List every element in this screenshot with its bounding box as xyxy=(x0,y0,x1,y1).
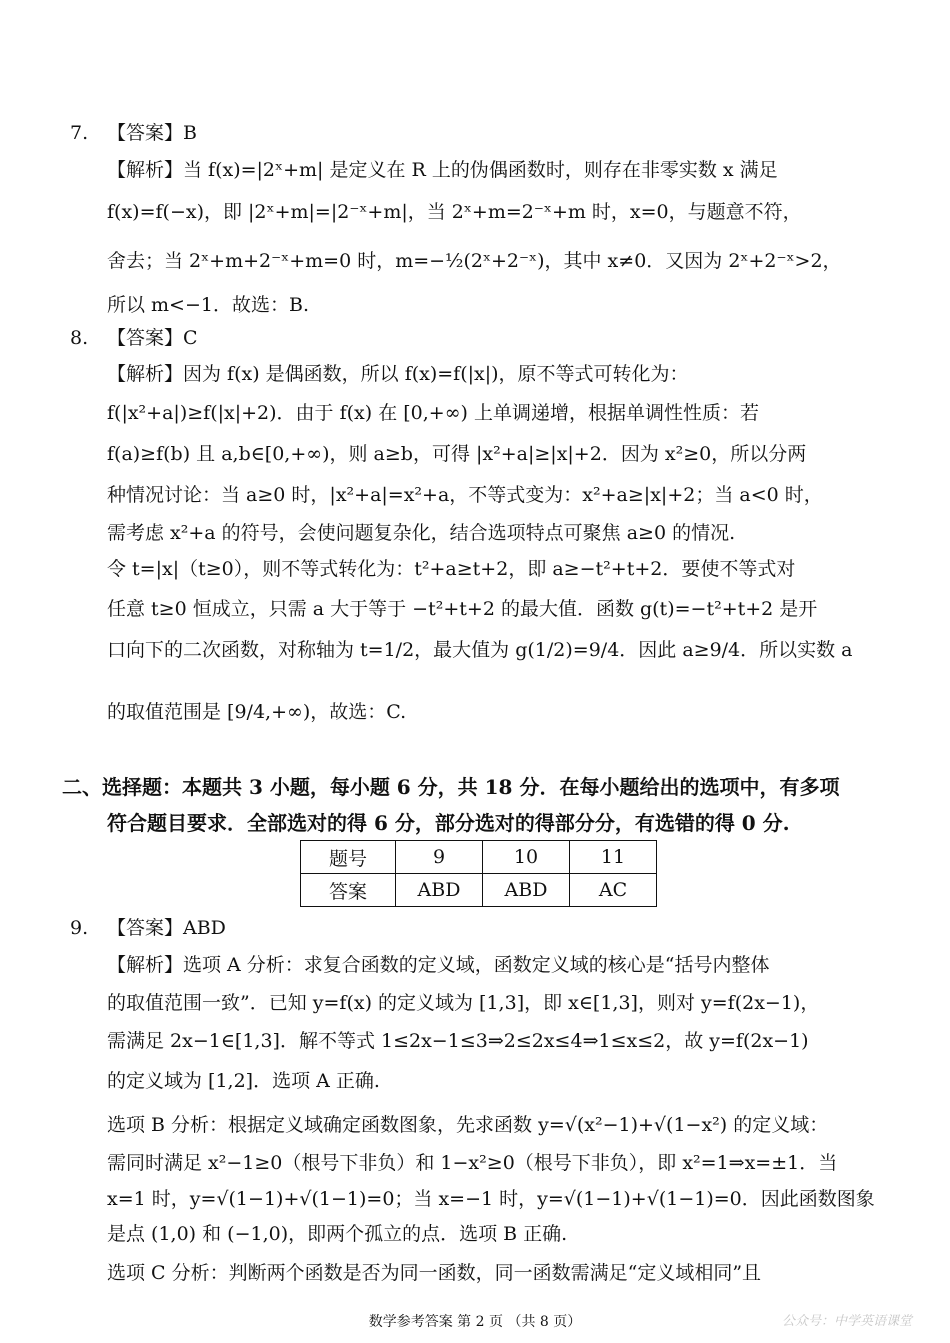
q8-line-7: 任意 t≥0 恒成立，只需 a 大于等于 −t²+t+2 的最大值．函数 g(t)=−t²+t+2 是开 xyxy=(107,598,818,620)
q8-line-9: 的取值范围是 [9/4,+∞)，故选：C. xyxy=(107,701,407,723)
answer-table-question: 9 xyxy=(396,841,483,874)
answer-table-answer: ABD xyxy=(483,874,570,907)
answer-table-answer: AC xyxy=(570,874,657,907)
q7-number: 7. xyxy=(70,122,89,144)
answer-table-question: 10 xyxy=(483,841,570,874)
answer-table-answer: ABD xyxy=(396,874,483,907)
q9-answer: 【答案】ABD xyxy=(107,917,226,939)
q8-line-8: 口向下的二次函数，对称轴为 t=1/2，最大值为 g(1/2)=9/4．因此 a≥9/4．所以实数 a xyxy=(107,639,853,661)
q9-line-5: 选项 B 分析：根据定义域确定函数图象，先求函数 y=√(x²−1)+√(1−x²) 的定义域： xyxy=(107,1114,829,1136)
q8-answer: 【答案】C xyxy=(107,327,198,349)
q8-line-5: 需考虑 x²+a 的符号，会使问题复杂化，结合选项特点可聚焦 a≥0 的情况. xyxy=(107,522,736,544)
q9-line-6: 需同时满足 x²−1≥0（根号下非负）和 1−x²≥0（根号下非负），即 x²=1⇒x=±1．当 xyxy=(107,1152,838,1174)
q9-line-9: 选项 C 分析：判断两个函数是否为同一函数，同一函数需满足“定义域相同”且 xyxy=(107,1262,762,1284)
q7-line-3: 舍去；当 2ˣ+m+2⁻ˣ+m=0 时，m=−½(2ˣ+2⁻ˣ)，其中 x≠0．又因为 2ˣ+2⁻ˣ>2， xyxy=(107,250,842,272)
q7-line-4: 所以 m<−1．故选：B. xyxy=(107,294,309,316)
watermark: 公众号：中学英语课堂 xyxy=(781,1314,912,1329)
q9-number: 9. xyxy=(70,917,89,939)
answer-table-header-row xyxy=(301,841,657,874)
q9-line-1: 【解析】选项 A 分析：求复合函数的定义域，函数定义域的核心是“括号内整体 xyxy=(107,954,770,976)
q9-line-8: 是点 (1,0) 和 (−1,0)，即两个孤立的点．选项 B 正确. xyxy=(107,1223,568,1245)
answer-table-question: 11 xyxy=(570,841,657,874)
q8-line-4: 种情况讨论：当 a≥0 时，|x²+a|=x²+a，不等式变为：x²+a≥|x|+2；当 a<0 时， xyxy=(107,484,823,506)
q9-line-2: 的取值范围一致”．已知 y=f(x) 的定义域为 [1,3]，即 x∈[1,3]，则对 y=f(2x−1)， xyxy=(107,992,820,1014)
q7-line-1: 【解析】当 f(x)=|2ˣ+m| 是定义在 R 上的伪偶函数时，则存在非零实数 x 满足 xyxy=(107,159,778,181)
q8-line-3: f(a)≥f(b) 且 a,b∈[0,+∞)，则 a≥b，可得 |x²+a|≥|x|+2．因为 x²≥0，所以分两 xyxy=(107,443,807,465)
answer-table-header-label: 题号 xyxy=(301,841,396,874)
page-footer: 数学参考答案 第 2 页 （共 8 页） xyxy=(368,1314,582,1330)
q9-line-7: x=1 时，y=√(1−1)+√(1−1)=0；当 x=−1 时，y=√(1−1)+√(1−1)=0．因此函数图象 xyxy=(107,1188,875,1210)
q7-line-2: f(x)=f(−x)，即 |2ˣ+m|=|2⁻ˣ+m|，当 2ˣ+m=2⁻ˣ+m 时，x=0，与题意不符， xyxy=(107,201,802,223)
section2-heading-2: 符合题目要求．全部选对的得 6 分，部分选对的得部分分，有选错的得 0 分. xyxy=(107,811,790,835)
q7-answer: 【答案】B xyxy=(107,122,197,144)
answer-table-answer-label: 答案 xyxy=(301,874,396,907)
q8-line-2: f(|x²+a|)≥f(|x|+2)．由于 f(x) 在 [0,+∞) 上单调递增，根据单调性性质：若 xyxy=(107,402,759,424)
q8-line-6: 令 t=|x|（t≥0），则不等式转化为：t²+a≥t+2，即 a≥−t²+t+2．要使不等式对 xyxy=(107,558,796,580)
q8-number: 8. xyxy=(70,327,89,349)
answer-table xyxy=(300,840,657,907)
section2-heading-1: 二、选择题：本题共 3 小题，每小题 6 分，共 18 分．在每小题给出的选项中，有多项 xyxy=(62,775,840,799)
q9-line-4: 的定义域为 [1,2]．选项 A 正确. xyxy=(107,1070,380,1092)
q8-line-1: 【解析】因为 f(x) 是偶函数，所以 f(x)=f(|x|)，原不等式可转化为： xyxy=(107,363,689,385)
answer-table-answer-row xyxy=(301,874,657,907)
q9-line-3: 需满足 2x−1∈[1,3]．解不等式 1≤2x−1≤3⇒2≤2x≤4⇒1≤x≤2，故 y=f(2x−1) xyxy=(107,1030,809,1052)
